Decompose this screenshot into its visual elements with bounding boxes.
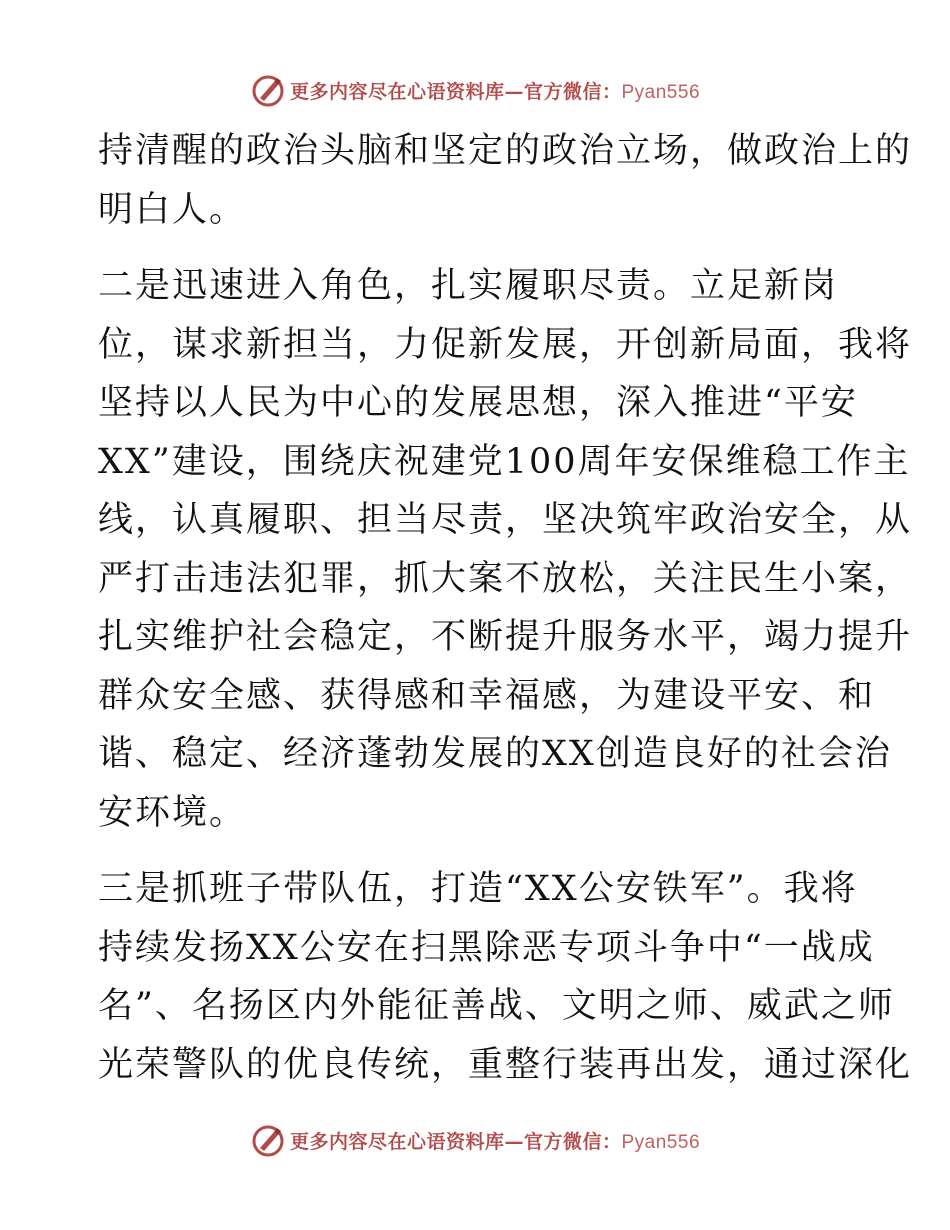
paragraph-1 <box>98 122 913 239</box>
watermark-label: 更多内容尽在心语资料库—官方微信： <box>289 1130 622 1153</box>
text-line: 三是抓班子带队伍，打造“XX公安铁军”。我将 <box>98 869 858 909</box>
text-line: 持续发扬XX公安在扫黑除恶专项斗争中“一战成 <box>98 927 875 968</box>
text-line: 坚持以人民为中心的发展思想，深入推进“平安 <box>98 383 858 423</box>
text-line: 名”、名扬区内外能征善战、文明之师、威武之师 <box>98 986 895 1026</box>
footer-watermark <box>0 1120 950 1160</box>
text-line: 光荣警队的优良传统，重整行装再出发，通过深化 <box>98 1044 913 1085</box>
text-line: 群众安全感、获得感和幸福感，为建设平安、和 <box>98 675 876 716</box>
paragraph-2 <box>98 257 913 842</box>
watermark-text <box>290 77 700 104</box>
text-line: 谐、稳定、经济蓬勃发展的XX创造良好的社会治 <box>98 734 892 774</box>
text-line: 严打击违法犯罪，抓大案不放松，关注民生小案， <box>98 558 913 599</box>
paragraph-3 <box>98 860 913 1094</box>
watermark-wechat-id: Pyan556 <box>621 81 701 103</box>
header-watermark <box>0 70 950 110</box>
text-line: 线，认真履职、担当尽责，坚决筑牢政治安全，从 <box>98 500 913 540</box>
text-line: 扎实维护社会稳定，不断提升服务水平，竭力提升 <box>98 617 913 657</box>
watermark-text <box>290 1127 700 1154</box>
watermark-wechat-id: Pyan556 <box>621 1131 701 1153</box>
text-line: 位，谋求新担当，力促新发展，开创新局面，我将 <box>98 324 913 365</box>
text-line: 明白人。 <box>98 189 247 230</box>
text-line: 安环境。 <box>98 792 247 833</box>
pen-logo-icon <box>250 72 286 108</box>
text-line: XX”建设，围绕庆祝建党100周年安保维稳工作主 <box>98 441 911 482</box>
watermark-label: 更多内容尽在心语资料库—官方微信： <box>289 80 622 103</box>
pen-logo-icon <box>250 1122 286 1158</box>
text-line: 持清醒的政治头脑和坚定的政治立场，做政治上的 <box>98 131 913 171</box>
text-line: 二是迅速进入角色，扎实履职尽责。立足新岗 <box>98 266 839 306</box>
document-body <box>98 122 913 1094</box>
